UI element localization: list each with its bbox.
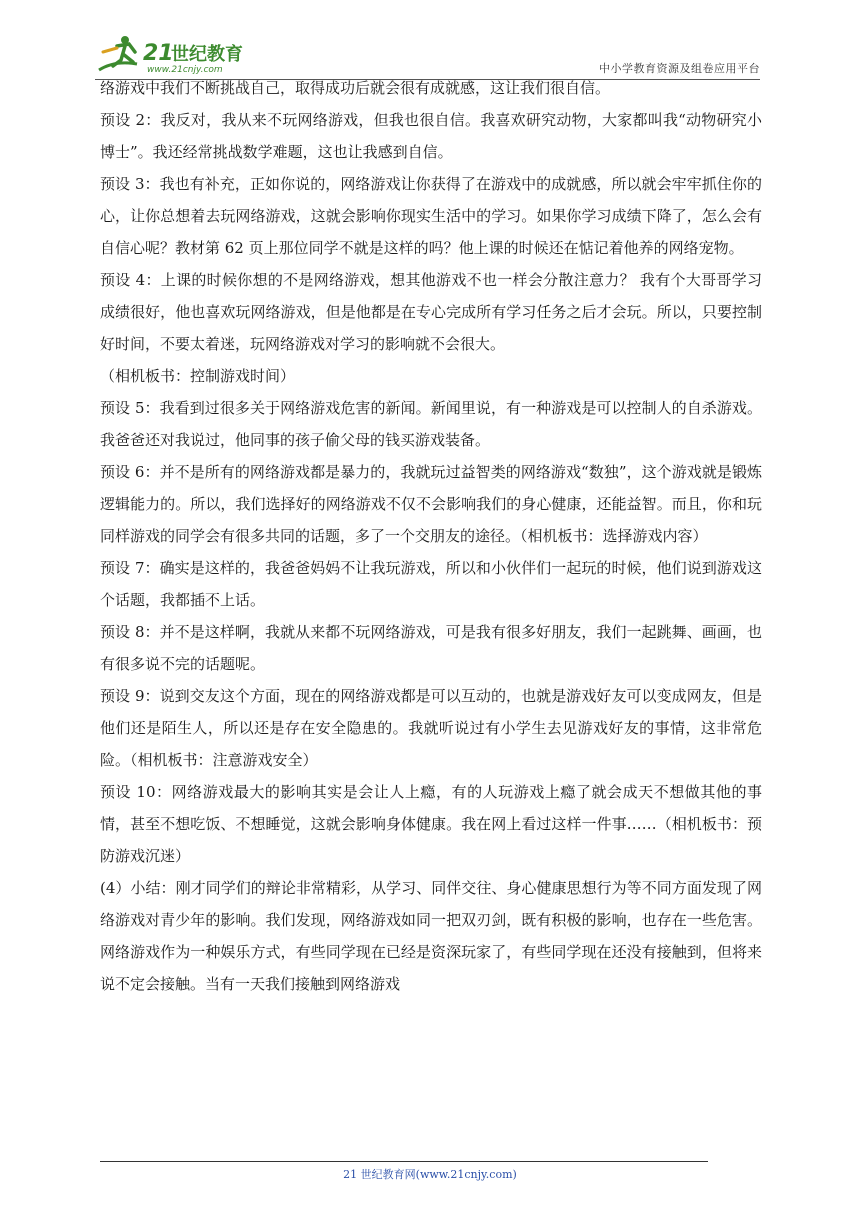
paragraph: 预设 9：说到交友这个方面，现在的网络游戏都是可以互动的，也就是游戏好友可以变成网友，但是他们还是陌生人，所以还是存在安全隐患的。我就听说过有小学生去见游戏好友的事情，这非常危险。（相机板书：注意游戏安全）	[100, 687, 762, 769]
paragraph: （相机板书：控制游戏时间）	[100, 367, 296, 385]
paragraph: 预设 7：确实是这样的，我爸爸妈妈不让我玩游戏，所以和小伙伴们一起玩的时候，他们说到游戏这个话题，我都插不上话。	[100, 559, 762, 609]
paragraph: 预设 8：并不是这样啊，我就从来都不玩网络游戏，可是我有很多好朋友，我们一起跳舞、画画，也有很多说不完的话题呢。	[100, 623, 762, 673]
paragraph: (4）小结：刚才同学们的辩论非常精彩，从学习、同伴交往、身心健康思想行为等不同方面发现了网络游戏对青少年的影响。我们发现，网络游戏如同一把双刃剑，既有积极的影响，也存在一些危害。网络游戏作为一种娱乐方式，有些同学现在已经是资深玩家了，有些同学现在还没有接触到，但将来说不定会接触。当有一天我们接触到网络游戏	[100, 879, 762, 993]
svg-text:21: 21	[143, 41, 174, 66]
logo-graphic	[95, 30, 265, 78]
document-body	[100, 72, 762, 1000]
paragraph: 预设 10：网络游戏最大的影响其实是会让人上瘾，有的人玩游戏上瘾了就会成天不想做其他的事情，甚至不想吃饭、不想睡觉，这就会影响身体健康。我在网上看过这样一件事……（相机板书：预防游戏沉迷）	[100, 783, 762, 865]
svg-text:世纪教育: 世纪教育	[171, 44, 243, 65]
paragraph: 预设 4：上课的时候你想的不是网络游戏，想其他游戏不也一样会分散注意力？ 我有个大哥哥学习成绩很好，他也喜欢玩网络游戏，但是他都是在专心完成所有学习任务之后才会玩。所以，只要控制好时间，不要太着迷，玩网络游戏对学习的影响就不会很大。	[100, 271, 762, 353]
platform-label: 中小学教育资源及组卷应用平台	[599, 62, 760, 75]
paragraph: 预设 6：并不是所有的网络游戏都是暴力的，我就玩过益智类的网络游戏“数独”，这个游戏就是锻炼逻辑能力的。所以，我们选择好的网络游戏不仅不会影响我们的身心健康，还能益智。而且，你和玩同样游戏的同学会有很多共同的话题，多了一个交朋友的途径。（相机板书：选择游戏内容）	[100, 463, 762, 545]
paragraph: 预设 2：我反对，我从来不玩网络游戏，但我也很自信。我喜欢研究动物，大家都叫我“动物研究小博士”。我还经常挑战数学难题，这也让我感到自信。	[100, 111, 762, 161]
site-logo	[95, 30, 265, 78]
paragraph: 预设 5：我看到过很多关于网络游戏危害的新闻。新闻里说，有一种游戏是可以控制人的自杀游戏。我爸爸还对我说过，他同事的孩子偷父母的钱买游戏装备。	[100, 399, 762, 449]
svg-text:www.21cnjy.com: www.21cnjy.com	[147, 65, 223, 75]
footer-divider	[100, 1161, 708, 1162]
page-footer: 21 世纪教育网(www.21cnjy.com)	[343, 1168, 517, 1181]
paragraph: 预设 3：我也有补充，正如你说的，网络游戏让你获得了在游戏中的成就感，所以就会牢牢抓住你的心，让你总想着去玩网络游戏，这就会影响你现实生活中的学习。如果你学习成绩下降了，怎么会有自信心呢？教材第 62 页上那位同学不就是这样的吗？他上课的时候还在惦记着他养的网络宠物。	[100, 175, 762, 257]
paragraph: 络游戏中我们不断挑战自己，取得成功后就会很有成就感，这让我们很自信。	[100, 79, 611, 97]
